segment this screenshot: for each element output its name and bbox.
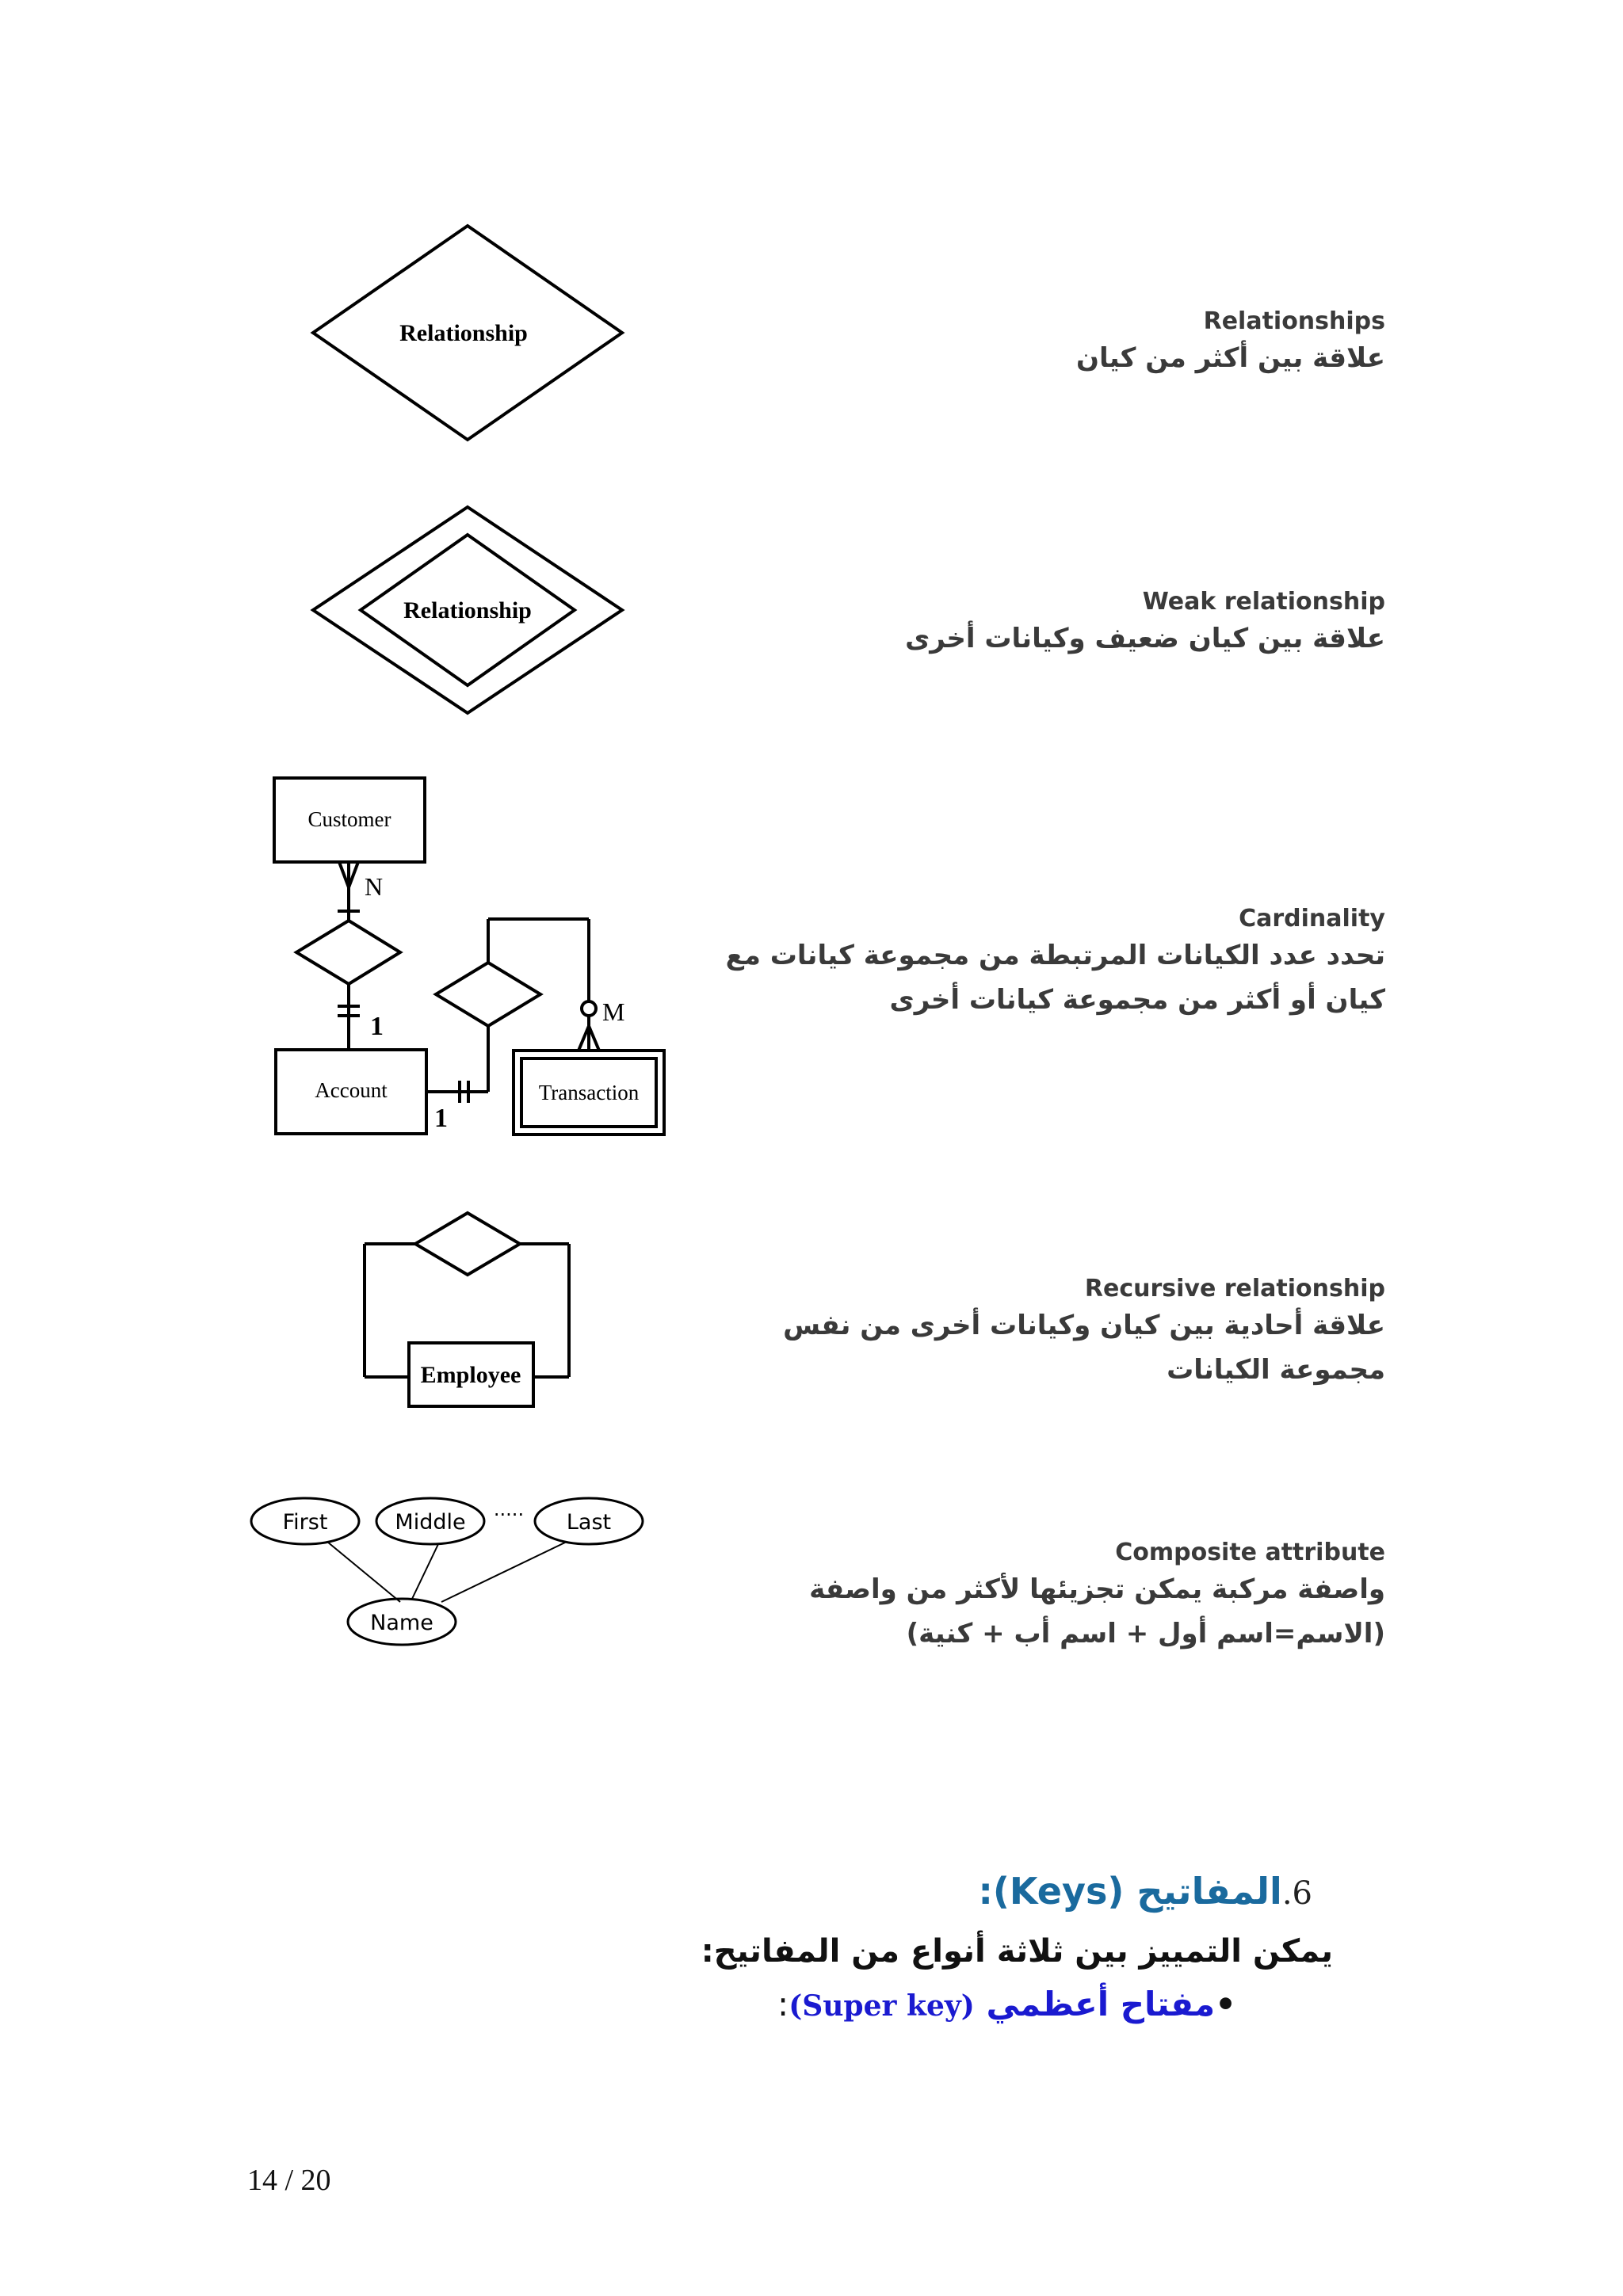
recursive-diagram [357,1208,579,1422]
cardinality-diagram [262,769,689,1149]
bullet-symbol: • [1215,1985,1236,2023]
left-relationship-diamond [296,921,400,984]
section-heading [599,1870,1312,1913]
recursive-diamond [415,1213,520,1275]
description-line: كيان أو أكثر من مجموعة كيانات أخرى [889,984,1385,1016]
page-number: 14 / 20 [247,2164,331,2197]
description-title: Recursive relationship [1084,1275,1385,1302]
bullet-label: مفتاح أعظمي [986,1985,1216,2023]
name-label: Name [370,1611,433,1635]
label-one-b: 1 [434,1104,448,1133]
weak-relationship-label: Relationship [403,597,532,624]
description-recursive [672,1275,1385,1392]
relationship-label: Relationship [399,320,528,346]
description-cardinality [672,905,1385,1022]
employee-label: Employee [420,1362,521,1388]
description-composite [672,1539,1385,1656]
label-n: N [365,872,384,901]
relationship-diagram [301,222,634,444]
description-title: Composite attribute [1115,1539,1385,1566]
description-title: Weak relationship [1142,588,1385,616]
description-line: تحدد عدد الكيانات المرتبطة من مجموعة كيانات مع [725,940,1385,971]
description-line: علاقة أحادية بين كيان وكيانات أخرى من نفس [783,1310,1385,1341]
customer-label: Customer [307,807,391,831]
description-relationships [672,307,1385,380]
first-label: First [282,1510,328,1535]
last-label: Last [566,1510,612,1535]
section-number: 6. [1281,1875,1312,1912]
label-one-a: 1 [370,1012,384,1041]
description-line: (الاسم=اسم أول + اسم أب + كنية) [906,1618,1385,1650]
bullet-item [523,1985,1236,2023]
bullet-english: (Super key) [789,1989,975,2023]
description-title: Cardinality [1239,905,1385,933]
ellipsis-dots: ..... [493,1498,525,1520]
bullet-colon: : [777,1985,789,2023]
description-line: مجموعة الكيانات [1167,1354,1385,1386]
description-line: علاقة بين كيان ضعيف وكيانات أخرى [905,623,1385,654]
middle-label: Middle [395,1510,466,1535]
section-colon: : [978,1870,993,1913]
transaction-label: Transaction [538,1081,640,1104]
description-title: Relationships [1203,307,1385,335]
description-line: علاقة بين أكثر من كيان [1075,342,1385,374]
composite-attribute-diagram [242,1489,654,1664]
section-intro: يمكن التمييز بين ثلاثة أنواع من المفاتيح: [701,1933,1333,1970]
label-m: M [602,997,625,1026]
weak-relationship-diagram [301,503,634,717]
right-relationship-diamond [436,963,540,1026]
section-title: المفاتيح (Keys) [992,1870,1282,1913]
description-weak-relationship [672,588,1385,661]
description-line: واصفة مركبة يمكن تجزيئها لأكثر من واصفة [809,1573,1385,1605]
account-label: Account [315,1078,388,1102]
